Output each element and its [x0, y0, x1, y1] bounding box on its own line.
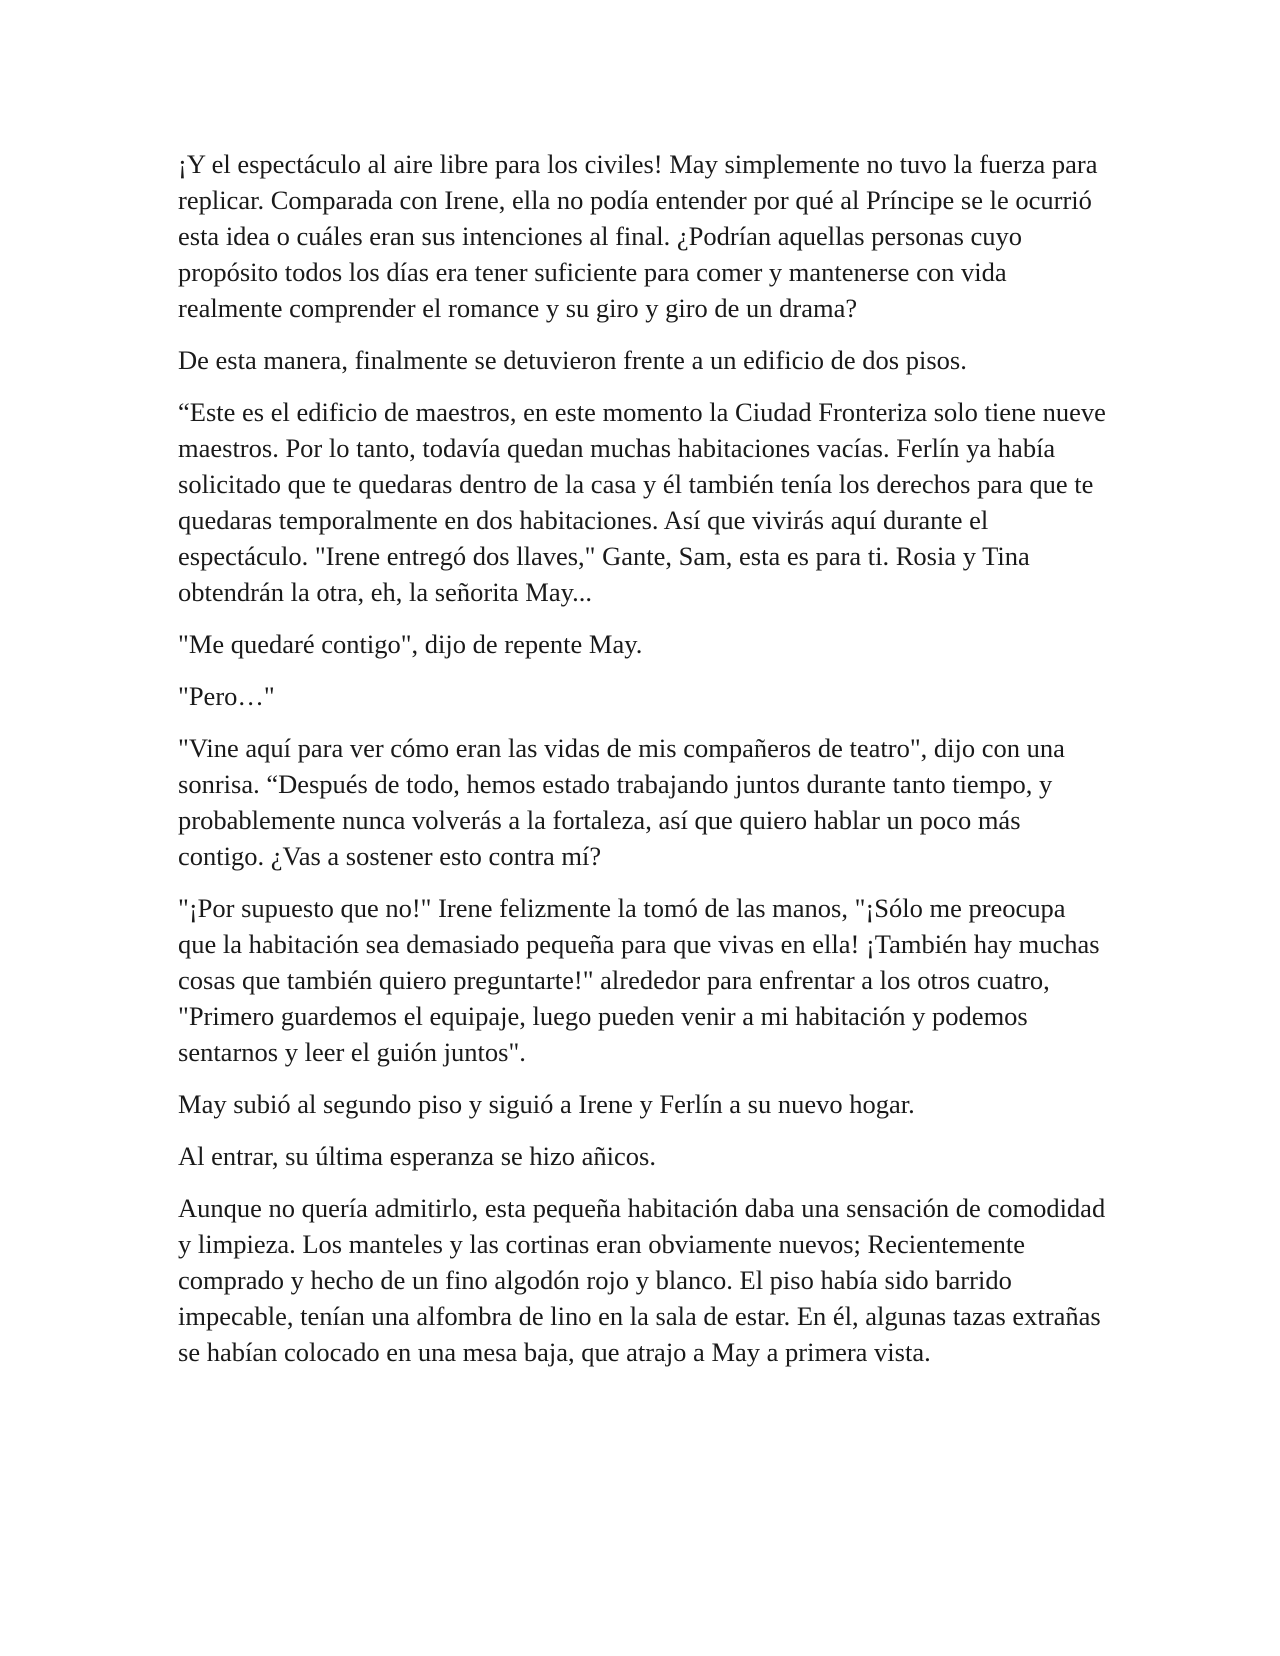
- paragraph: ¡Y el espectáculo al aire libre para los civiles! May simplemente no tuvo la fuerza para replicar. Comparada con Irene, ella no podía entender por qué al Príncipe se le ocurrió esta idea o cuáles eran sus intenciones al final. ¿Podrían aquellas personas cuyo propósito todos los días era tener suficiente para comer y mantenerse con vida realmente comprender el romance y su giro y giro de un drama?: [178, 149, 1098, 323]
- paragraph: "Pero…": [178, 681, 275, 711]
- document-body: [178, 146, 1108, 1386]
- paragraph: Al entrar, su última esperanza se hizo añicos.: [178, 1141, 656, 1171]
- paragraph: “Este es el edificio de maestros, en este momento la Ciudad Fronteriza solo tiene nueve maestros. Por lo tanto, todavía quedan muchas habitaciones vacías. Ferlín ya había solicitado que te quedaras dentro de la casa y él también tenía los derechos para que te quedaras temporalmente en dos habitaciones. Así que vivirás aquí durante el espectáculo. "Irene entregó dos llaves," Gante, Sam, esta es para ti. Rosia y Tina obtendrán la otra, eh, la señorita May...: [178, 397, 1106, 607]
- paragraph: May subió al segundo piso y siguió a Irene y Ferlín a su nuevo hogar.: [178, 1089, 915, 1119]
- paragraph: De esta manera, finalmente se detuvieron frente a un edificio de dos pisos.: [178, 345, 967, 375]
- paragraph: "Vine aquí para ver cómo eran las vidas de mis compañeros de teatro", dijo con una sonrisa. “Después de todo, hemos estado trabajando juntos durante tanto tiempo, y probablemente nunca volverás a la fortaleza, así que quiero hablar un poco más contigo. ¿Vas a sostener esto contra mí?: [178, 733, 1065, 871]
- paragraph: "¡Por supuesto que no!" Irene felizmente la tomó de las manos, "¡Sólo me preocupa que la habitación sea demasiado pequeña para que vivas en ella! ¡También hay muchas cosas que también quiero preguntarte!" alrededor para enfrentar a los otros cuatro, "Primero guardemos el equipaje, luego pueden venir a mi habitación y podemos sentarnos y leer el guión juntos".: [178, 893, 1100, 1067]
- paragraph: Aunque no quería admitirlo, esta pequeña habitación daba una sensación de comodidad y limpieza. Los manteles y las cortinas eran obviamente nuevos; Recientemente comprado y hecho de un fino algodón rojo y blanco. El piso había sido barrido impecable, tenían una alfombra de lino en la sala de estar. En él, algunas tazas extrañas se habían colocado en una mesa baja, que atrajo a May a primera vista.: [178, 1193, 1106, 1367]
- paragraph: "Me quedaré contigo", dijo de repente May.: [178, 629, 643, 659]
